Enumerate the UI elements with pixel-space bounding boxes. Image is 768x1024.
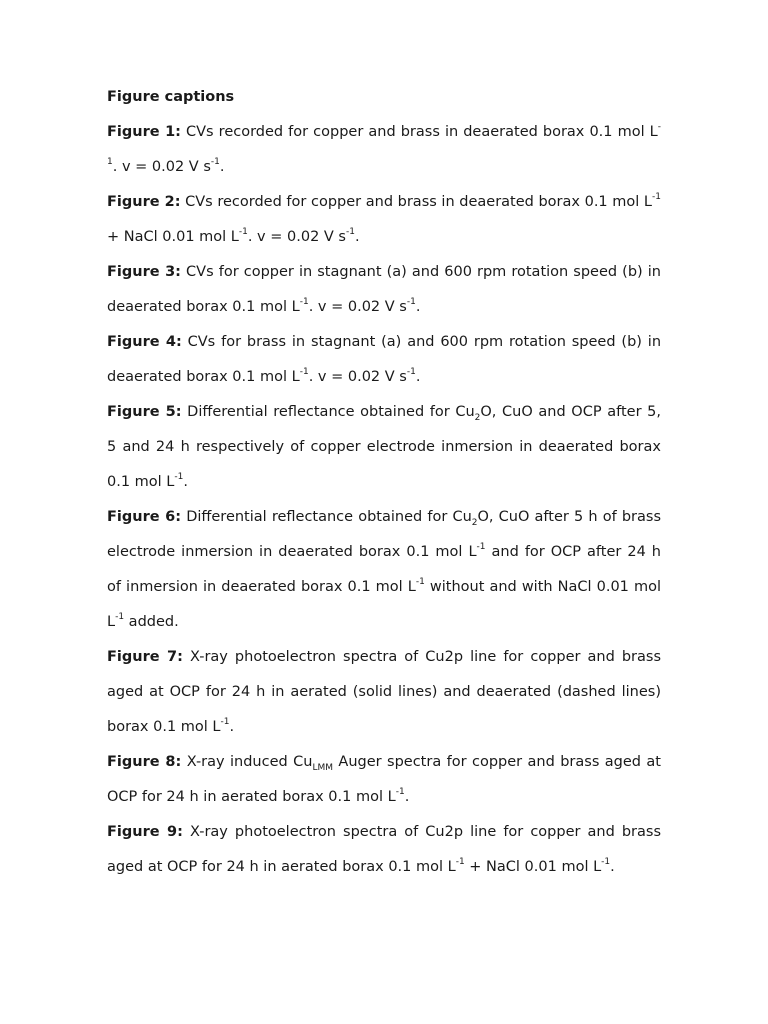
- caption-text: O, CuO and OCP after 5, 5 and 24 h respectively of copper electrode inmersion in deaerated borax 0.1 mol L: [107, 404, 661, 490]
- caption-text: .: [610, 859, 615, 875]
- caption-text: X-ray induced Cu: [181, 754, 313, 770]
- caption-text: . v = 0.02 V s: [112, 159, 211, 175]
- caption-text: X-ray photoelectron spectra of Cu2p line for copper and brass aged at OCP for 24 h in aerated borax 0.1 mol L: [107, 824, 661, 875]
- superscript: -1: [601, 857, 611, 868]
- figure-label: Figure 1:: [107, 124, 181, 140]
- figure-label: Figure 4:: [107, 334, 182, 350]
- subscript: 2: [474, 412, 481, 423]
- caption-text: CVs recorded for copper and brass in deaerated borax 0.1 mol L: [180, 194, 653, 210]
- caption-text: without and with NaCl 0.01 mol L: [107, 579, 661, 630]
- figure-label: Figure 8:: [107, 754, 182, 770]
- caption-text: Differential reflectance obtained for Cu: [181, 404, 475, 420]
- superscript: -1: [210, 157, 220, 168]
- figure-label: Figure 7:: [107, 649, 183, 665]
- superscript: -1: [476, 542, 486, 553]
- superscript: -1: [455, 857, 465, 868]
- superscript: -1: [220, 717, 230, 728]
- caption-text: . v = 0.02 V s: [308, 369, 407, 385]
- caption-text: and for OCP after 24 h of inmersion in deaerated borax 0.1 mol L: [107, 544, 661, 595]
- figure-caption-2: [107, 185, 661, 255]
- figure-caption-9: [107, 815, 661, 885]
- document-page: [107, 80, 661, 885]
- caption-text: + NaCl 0.01 mol L: [107, 229, 239, 245]
- superscript: -1: [406, 297, 416, 308]
- caption-text: .: [415, 299, 421, 315]
- superscript: -1: [299, 297, 309, 308]
- superscript: -1: [415, 577, 425, 588]
- figure-caption-6: [107, 500, 661, 640]
- superscript: -1: [174, 472, 184, 483]
- caption-text: + NaCl 0.01 mol L: [464, 859, 602, 875]
- caption-text: added.: [124, 614, 179, 630]
- superscript: -1: [406, 367, 416, 378]
- superscript: -1: [652, 192, 661, 203]
- figure-caption-4: [107, 325, 661, 395]
- figure-caption-1: [107, 115, 661, 185]
- figure-caption-5: [107, 395, 661, 500]
- caption-text: CVs for brass in stagnant (a) and 600 rpm rotation speed (b) in deaerated borax 0.1 mol L: [107, 334, 662, 385]
- superscript: -1: [238, 227, 248, 238]
- caption-text: O, CuO after 5 h of brass electrode inmersion in deaerated borax 0.1 mol L: [107, 509, 661, 560]
- caption-text: .: [183, 474, 188, 490]
- caption-text: .: [354, 229, 360, 245]
- superscript: -1: [346, 227, 355, 238]
- caption-text: . v = 0.02 V s: [247, 229, 346, 245]
- figure-label: Figure 2:: [107, 194, 181, 210]
- figure-caption-3: [107, 255, 661, 325]
- section-heading: Figure captions: [107, 89, 235, 105]
- caption-text: .: [229, 719, 235, 735]
- caption-text: .: [415, 369, 421, 385]
- caption-text: Differential reflectance obtained for Cu: [181, 509, 472, 525]
- superscript: -1: [107, 122, 661, 168]
- superscript: -1: [395, 787, 405, 798]
- figure-caption-7: [107, 640, 661, 745]
- figure-label: Figure 9:: [107, 824, 183, 840]
- caption-text: X-ray photoelectron spectra of Cu2p line for copper and brass aged at OCP for 24 h in aerated (solid lines) and deaerated (dashed lines) borax 0.1 mol L: [107, 649, 661, 735]
- caption-list: [107, 115, 661, 885]
- superscript: -1: [115, 612, 125, 623]
- figure-label: Figure 3:: [107, 264, 181, 280]
- figure-label: Figure 5:: [107, 404, 182, 420]
- caption-text: .: [404, 789, 410, 805]
- figure-label: Figure 6:: [107, 509, 182, 525]
- subscript: 2: [471, 517, 478, 528]
- caption-text: CVs for copper in stagnant (a) and 600 rpm rotation speed (b) in deaerated borax 0.1 mol L: [107, 264, 661, 315]
- figure-caption-8: [107, 745, 661, 815]
- superscript: -1: [299, 367, 309, 378]
- caption-text: Auger spectra for copper and brass aged at OCP for 24 h in aerated borax 0.1 mol L: [107, 754, 661, 805]
- subscript: LMM: [312, 762, 333, 773]
- caption-text: . v = 0.02 V s: [308, 299, 407, 315]
- caption-text: CVs recorded for copper and brass in deaerated borax 0.1 mol L: [180, 124, 658, 140]
- caption-text: .: [219, 159, 225, 175]
